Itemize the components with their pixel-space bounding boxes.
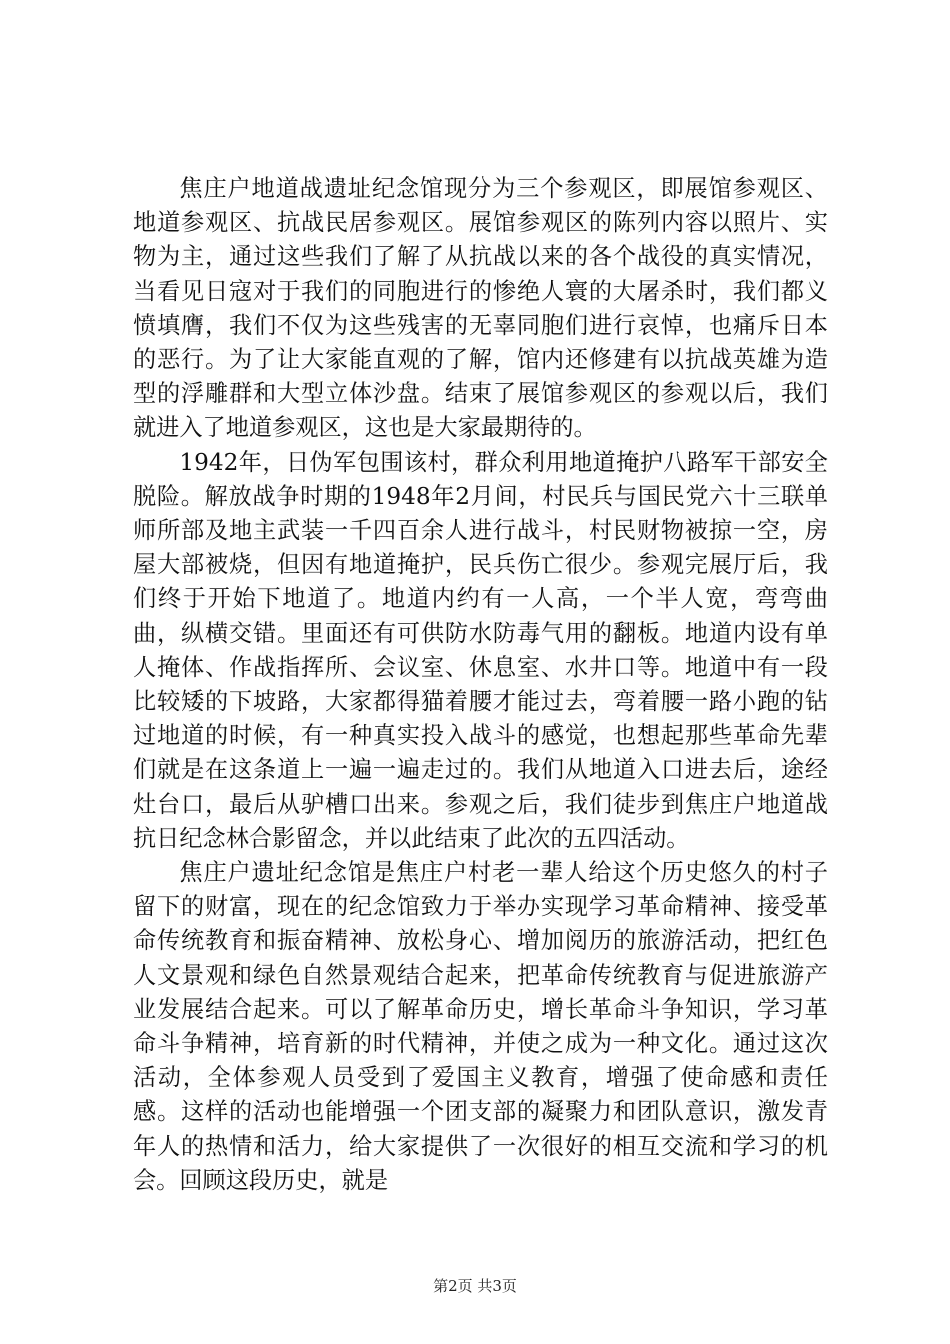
- page-number-footer: 第2页 共3页: [433, 1277, 517, 1295]
- paragraph-exhibition-areas: 焦庄户地道战遗址纪念馆现分为三个参观区，即展馆参观区、地道参观区、抗战民居参观区。展馆参观区的陈列内容以照片、实物为主，通过这些我们了解了从抗战以来的各个战役的真实情况，当看见日寇对于我们的同胞进行的惨绝人寰的大屠杀时，我们都义愤填膺，我们不仅为这些残害的无辜同胞们进行哀悼，也痛斥日本的恶行。为了让大家能直观的了解，馆内还修建有以抗战英雄为造型的浮雕群和大型立体沙盘。结束了展馆参观区的参观以后，我们就进入了地道参观区，这也是大家最期待的。: [133, 175, 828, 442]
- paragraph-memorial-significance: 焦庄户遗址纪念馆是焦庄户村老一辈人给这个历史悠久的村子留下的财富，现在的纪念馆致力于举办实现学习革命精神、接受革命传统教育和振奋精神、放松身心、增加阅历的旅游活动，把红色人文景观和绿色自然景观结合起来，把革命传统教育与促进旅游产业发展结合起来。可以了解革命历史，增长革命斗争知识，学习革命斗争精神，培育新的时代精神，并使之成为一种文化。通过这次活动，全体参观人员受到了爱国主义教育，增强了使命感和责任感。这样的活动也能增强一个团支部的凝聚力和团队意识，激发青年人的热情和活力，给大家提供了一次很好的相互交流和学习的机会。回顾这段历史，就是: [133, 859, 828, 1194]
- paragraph-tunnel-history: 1942年，日伪军包围该村，群众利用地道掩护八路军干部安全脱险。解放战争时期的1948年2月间，村民兵与国民党六十三联单师所部及地主武装一千四百余人进行战斗，村民财物被掠一空，房屋大部被烧，但因有地道掩护，民兵伤亡很少。参观完展厅后，我们终于开始下地道了。地道内约有一人高，一个半人宽，弯弯曲曲，纵横交错。里面还有可供防水防毒气用的翻板。地道内设有单人掩体、作战指挥所、会议室、休息室、水井口等。地道中有一段比较矮的下坡路，大家都得猫着腰才能过去，弯着腰一路小跑的钻过地道的时候，有一种真实投入战斗的感觉，也想起那些革命先辈们就是在这条道上一遍一遍走过的。我们从地道入口进去后，途经灶台口，最后从驴槽口出来。参观之后，我们徒步到焦庄户地道战抗日纪念林合影留念，并以此结束了此次的五四活动。: [133, 448, 828, 852]
- document-body: [133, 172, 828, 1198]
